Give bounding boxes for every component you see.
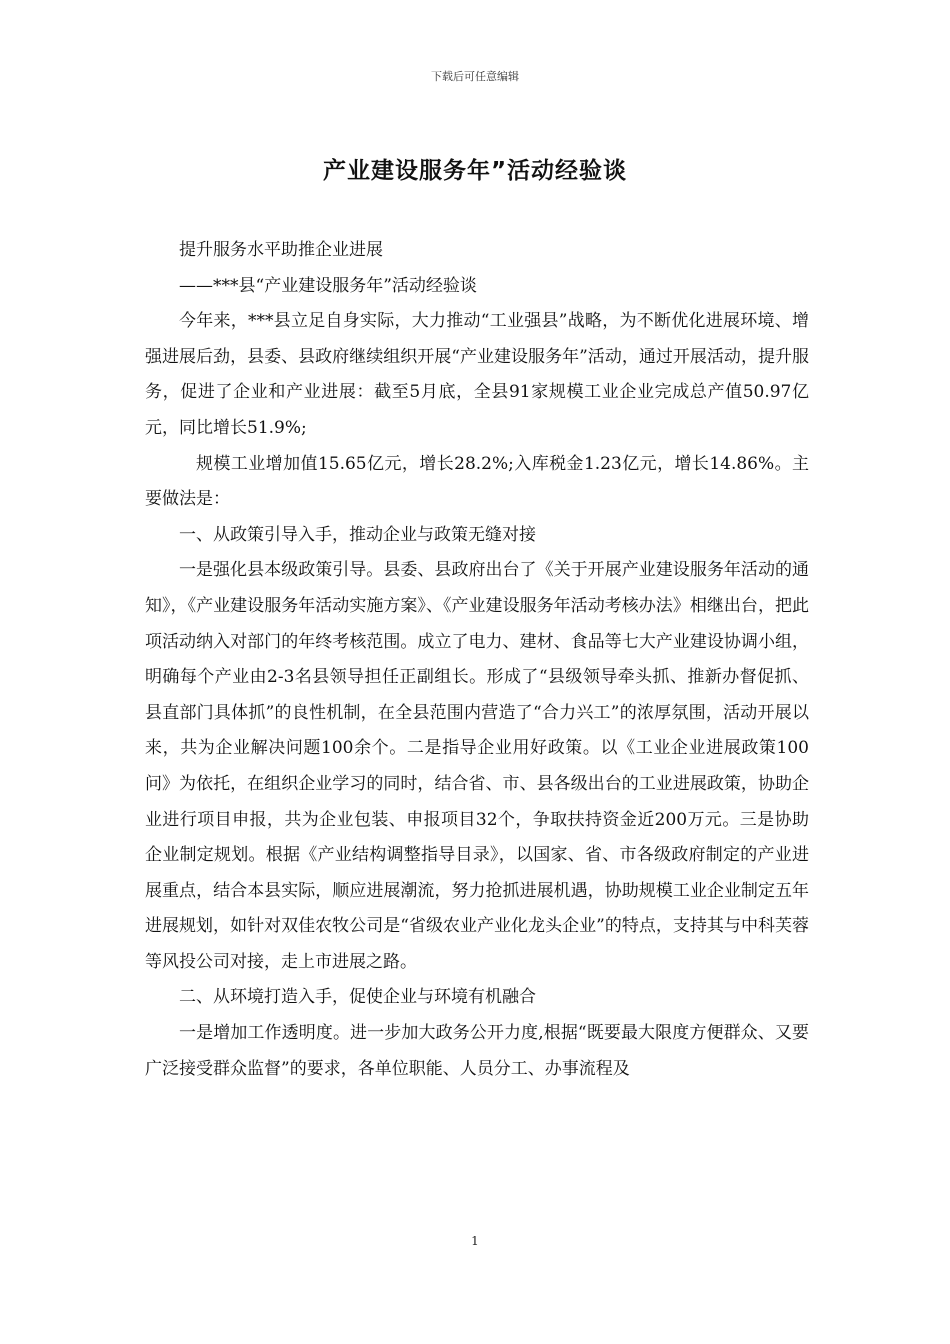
section-heading-1: 一、从政策引导入手，推动企业与政策无缝对接	[179, 524, 536, 545]
paragraph-section-2: 一是增加工作透明度。进一步加大政务公开力度,根据“既要最大限度方便群众、又要广泛接受群众监督”的要求，各单位职能、人员分工、办事流程及	[145, 1023, 809, 1079]
paragraph-intro: 今年来，***县立足自身实际，大力推动“工业强县”战略，为不断优化进展环境、增强进展后劲，县委、县政府继续组织开展“产业建设服务年”活动，通过开展活动，提升服务，促进了企业和产业进展：截至5月底，全县91家规模工业企业完成总产值50.97亿元，同比增长51.9%;	[145, 311, 809, 438]
paragraph-section-1: 一是强化县本级政策引导。县委、县政府出台了《关于开展产业建设服务年活动的通知》，《产业建设服务年活动实施方案》、《产业建设服务年活动考核办法》相继出台，把此项活动纳入对部门的年终考核范围。成立了电力、建材、食品等七大产业建设协调小组，明确每个产业由2-3名县领导担任正副组长。形成了“县级领导牵头抓、推新办督促抓、县直部门具体抓”的良性机制，在全县范围内营造了“合力兴工”的浓厚氛围，活动开展以来，共为企业解决问题100余个。二是指导企业用好政策。以《工业企业进展政策100问》为依托，在组织企业学习的同时，结合省、市、县各级出台的工业进展政策，协助企业进行项目申报，共为企业包装、申报项目32个，争取扶持资金近200万元。三是协助企业制定规划。根据《产业结构调整指导目录》，以国家、省、市各级政府制定的产业进展重点，结合本县实际，顺应进展潮流，努力抢抓进展机遇，协助规模工业企业制定五年进展规划，如针对双佳农牧公司是“省级农业产业化龙头企业”的特点，支持其与中科芙蓉等风投公司对接，走上市进展之路。	[145, 560, 809, 972]
section-heading-2: 二、从环境打造入手，促使企业与环境有机融合	[179, 987, 536, 1008]
header-note: 下载后可任意编辑	[431, 70, 519, 83]
document-body	[145, 233, 809, 1087]
subtitle: 提升服务水平助推企业进展	[179, 240, 383, 260]
document-title: 产业建设服务年”活动经验谈	[322, 158, 628, 184]
subtitle-secondary: ——***县“产业建设服务年”活动经验谈	[179, 275, 477, 296]
page-number: 1	[471, 1234, 479, 1248]
paragraph-stats: 规模工业增加值15.65亿元，增长28.2%;入库税金1.23亿元，增长14.86%。主要做法是：	[145, 453, 809, 510]
